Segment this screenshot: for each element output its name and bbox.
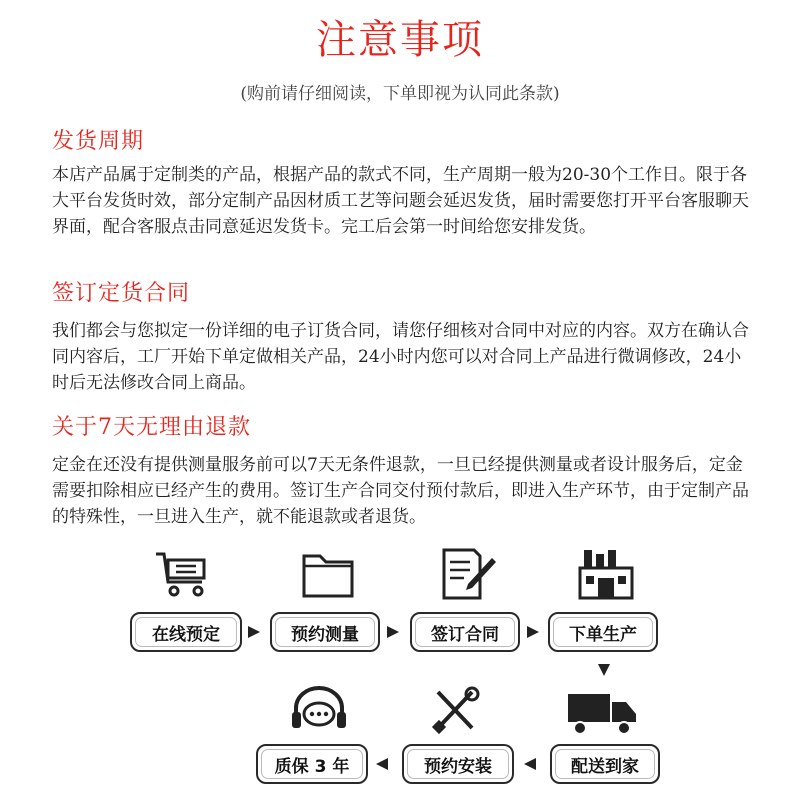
- truck-icon: [566, 690, 638, 736]
- contract-pen-icon: [440, 546, 498, 602]
- section-body-contract: 我们都会与您拟定一份详细的电子订货合同，请您仔细核对合同中对应的内容。双方在确认合同内容后，工厂开始下单定做相关产品，24小时内您可以对合同上产品进行微调修改，24小时后无法修改合同上商品。: [52, 321, 749, 393]
- section-body-shipping: 本店产品属于定制类的产品，根据产品的款式不同，生产周期一般为20-30个工作日。限于各大平台发货时效，部分定制产品因材质工艺等问题会延迟发货，届时需要您打开平台客服聊天界面，配合客服点击同意延迟发货卡。完工后会第一时间给您安排发货。: [52, 165, 749, 237]
- factory-icon: [576, 546, 636, 602]
- arrow-right-icon: [527, 626, 539, 638]
- step-book-installation: 预约安装: [402, 744, 514, 784]
- cart-icon: [152, 548, 212, 600]
- arrow-left-icon: [376, 758, 388, 770]
- step-production: 下单生产: [548, 612, 658, 652]
- arrow-right-icon: [387, 626, 399, 638]
- step-warranty: 质保 3 年: [256, 744, 368, 784]
- page-title: 注意事项: [316, 17, 484, 63]
- section-heading-contract: 签订定货合同: [52, 281, 191, 306]
- section-heading-shipping: 发货周期: [52, 129, 145, 154]
- arrow-right-icon: [248, 626, 260, 638]
- page-subtitle: (购前请仔细阅读，下单即视为认同此条款): [240, 84, 560, 104]
- step-delivery: 配送到家: [550, 744, 660, 784]
- folder-icon: [300, 550, 356, 600]
- arrow-left-icon: [524, 758, 536, 770]
- step-sign-contract: 签订合同: [410, 612, 520, 652]
- section-heading-refund: 关于7天无理由退款: [52, 415, 251, 440]
- headset-icon: [288, 686, 350, 736]
- step-online-order: 在线预定: [130, 612, 242, 652]
- section-body-refund: 定金在还没有提供测量服务前可以7天无条件退款，一旦已经提供测量或者设计服务后，定金需要扣除相应已经产生的费用。签订生产合同交付预付款后，即进入生产环节，由于定制产品的特殊性，一旦进入生产，就不能退款或者退货。: [52, 455, 749, 527]
- step-book-measurement: 预约测量: [270, 612, 380, 652]
- arrow-down-icon: [598, 664, 610, 676]
- tools-icon: [428, 686, 482, 736]
